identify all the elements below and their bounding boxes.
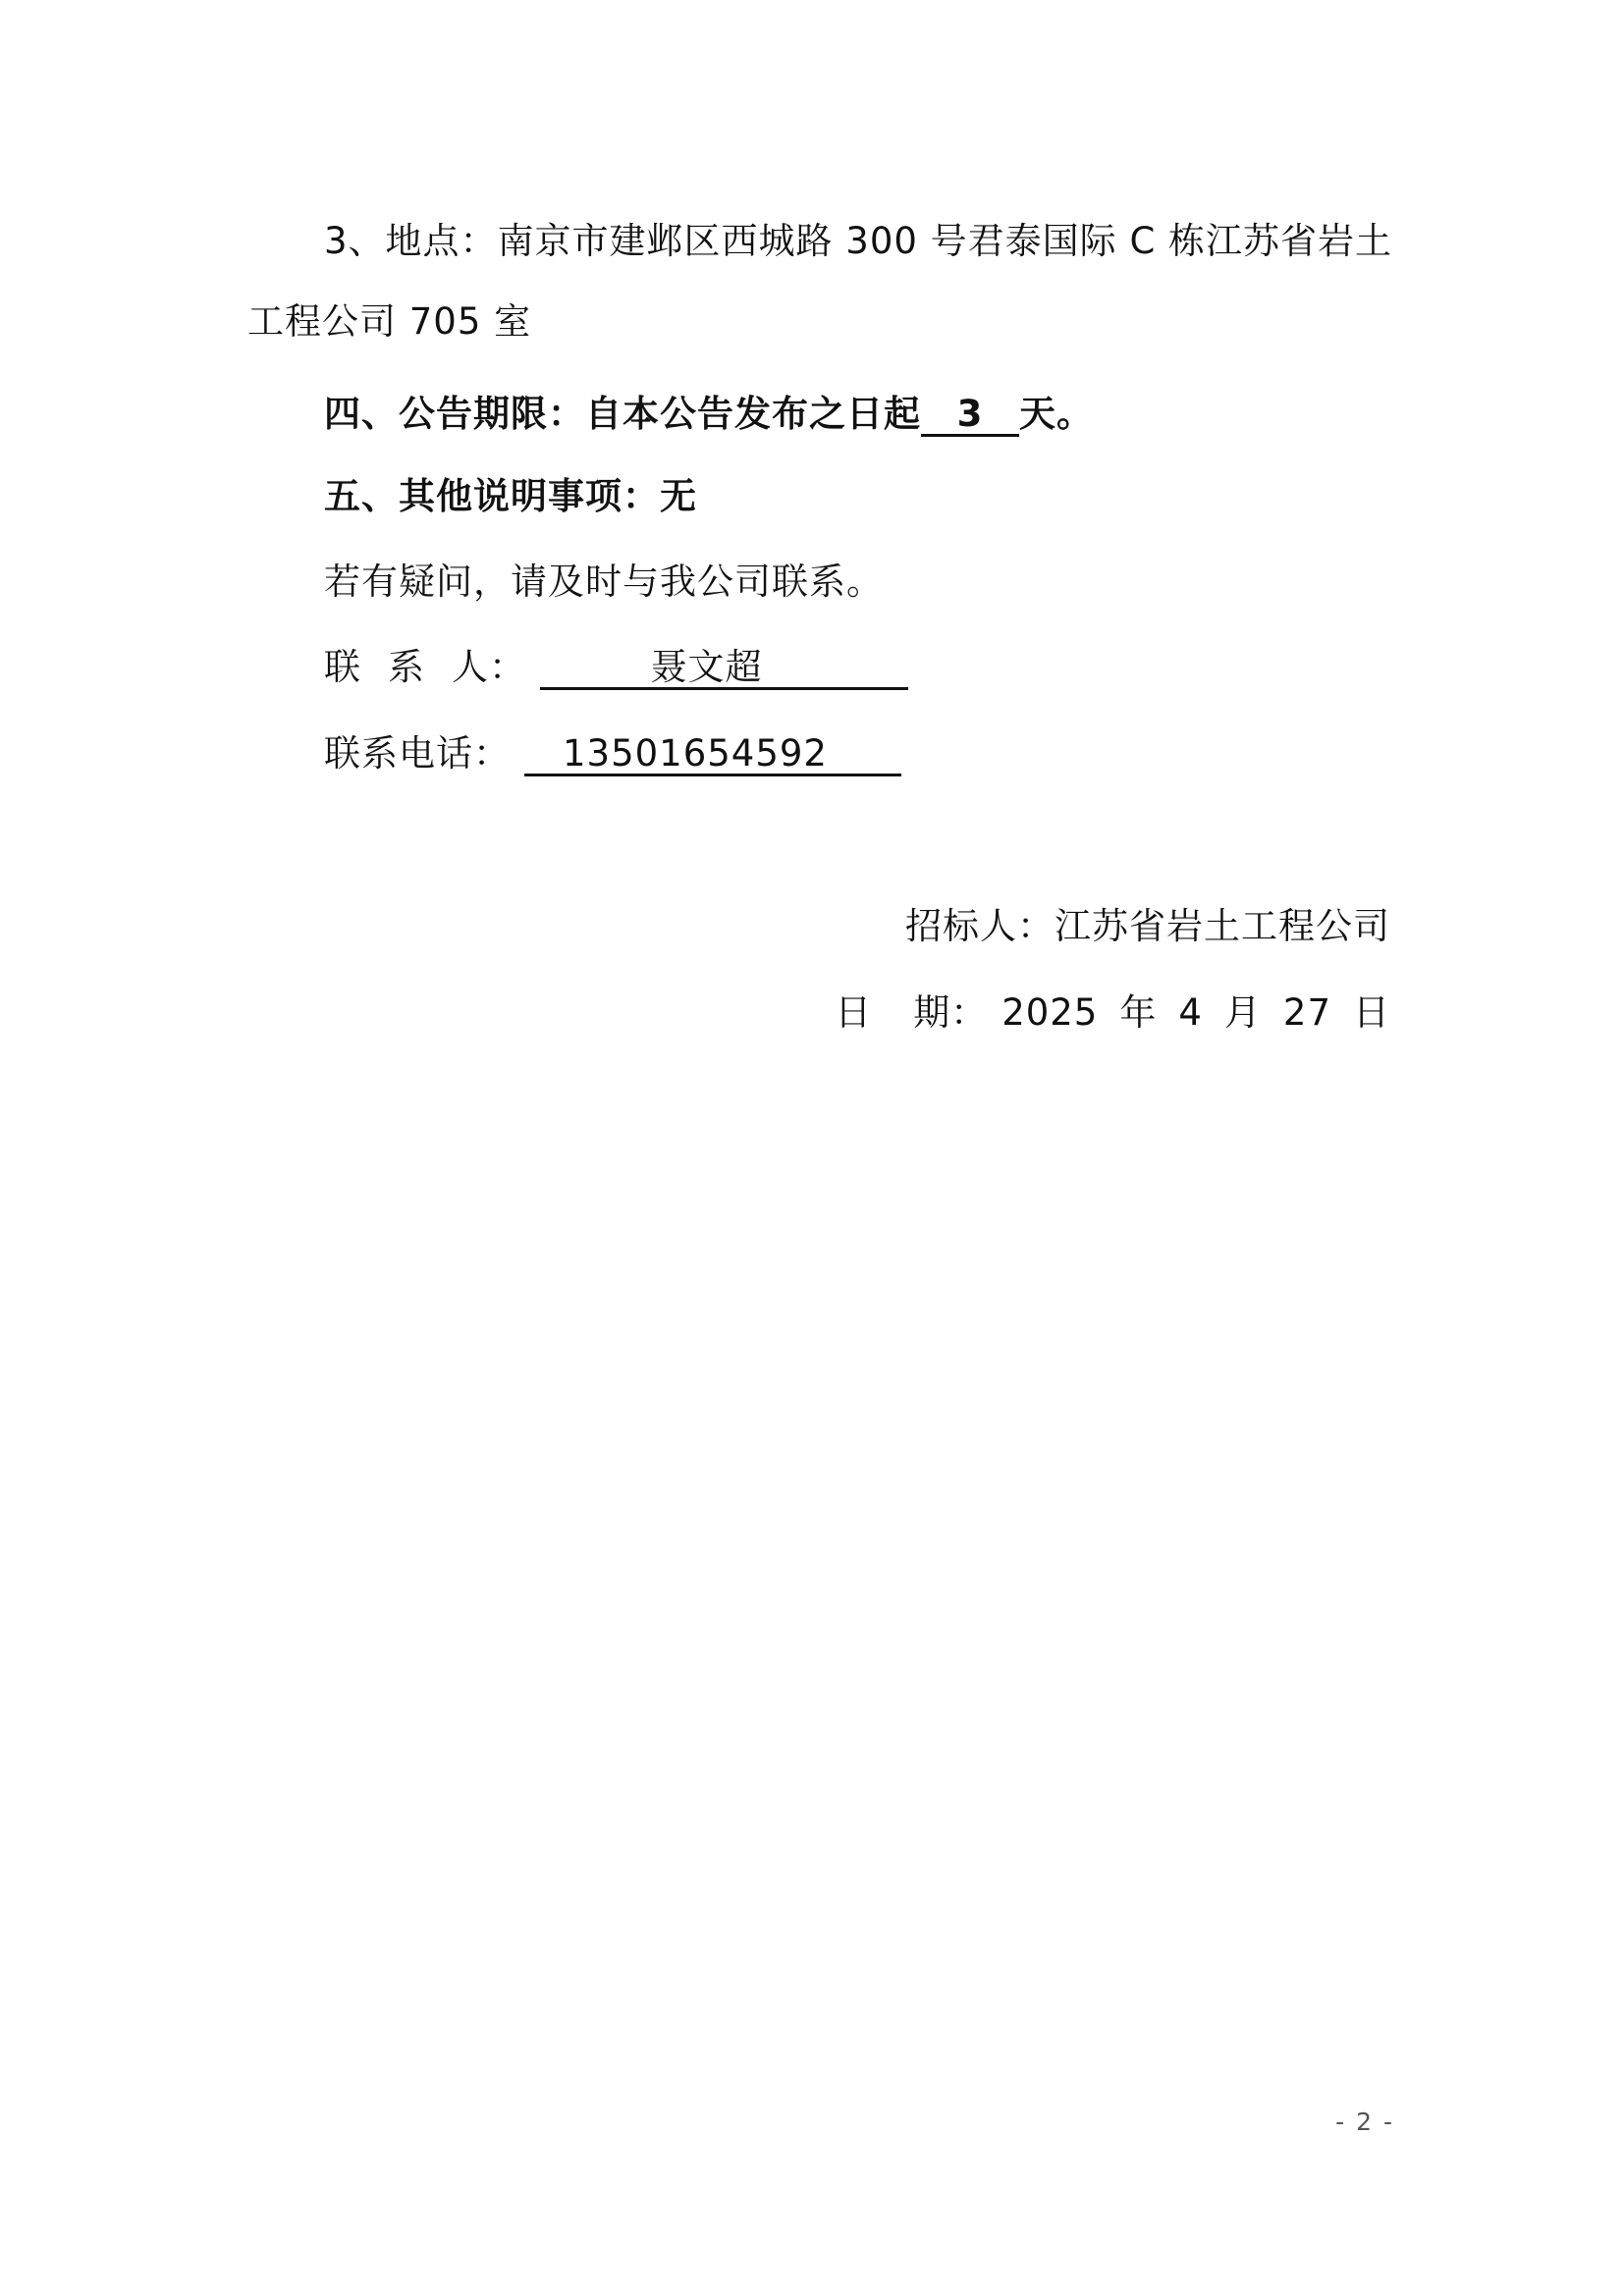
contact-phone-line [324,730,901,777]
date-label-char-2: 期： [913,991,989,1034]
date-year-unit: 年 [1119,991,1158,1034]
date-label-char-1: 日 [835,991,873,1034]
date-day-unit: 日 [1353,991,1390,1034]
contact-label-char-3: 人 [452,646,489,688]
period-prefix: 四、公告期限：自本公告发布之日起 [324,393,921,435]
contact-person-line [324,644,908,691]
tenderer-name: 江苏省岩土工程公司 [1055,905,1390,947]
period-suffix: 天。 [1019,393,1094,435]
date-year: 2025 [1001,991,1099,1034]
date-month: 4 [1178,991,1203,1034]
contact-label-char-1: 联 [324,646,361,688]
other-notes: 五、其他说明事项：无 [324,475,697,517]
date-line [835,989,1390,1037]
phone-number: 13501654592 [524,734,901,776]
period-days: 3 [921,395,1019,437]
location-line-2: 工程公司 705 室 [247,300,532,343]
tenderer-line [905,903,1390,950]
contact-name: 聂文超 [540,648,908,690]
inquiry-text: 若有疑问，请及时与我公司联系。 [324,561,884,603]
contact-label-colon: ： [489,646,526,688]
tenderer-label: 招标人： [905,905,1055,947]
page-number: - 2 - [1335,2108,1394,2136]
date-month-unit: 月 [1223,991,1262,1034]
date-day: 27 [1282,991,1331,1034]
location-line-1: 3、地点：南京市建邺区西城路 300 号君泰国际 C 栋江苏省岩土 [324,220,1393,262]
contact-label-char-2: 系 [388,646,425,688]
announcement-period [324,391,1094,438]
phone-label: 联系电话： [324,732,511,774]
